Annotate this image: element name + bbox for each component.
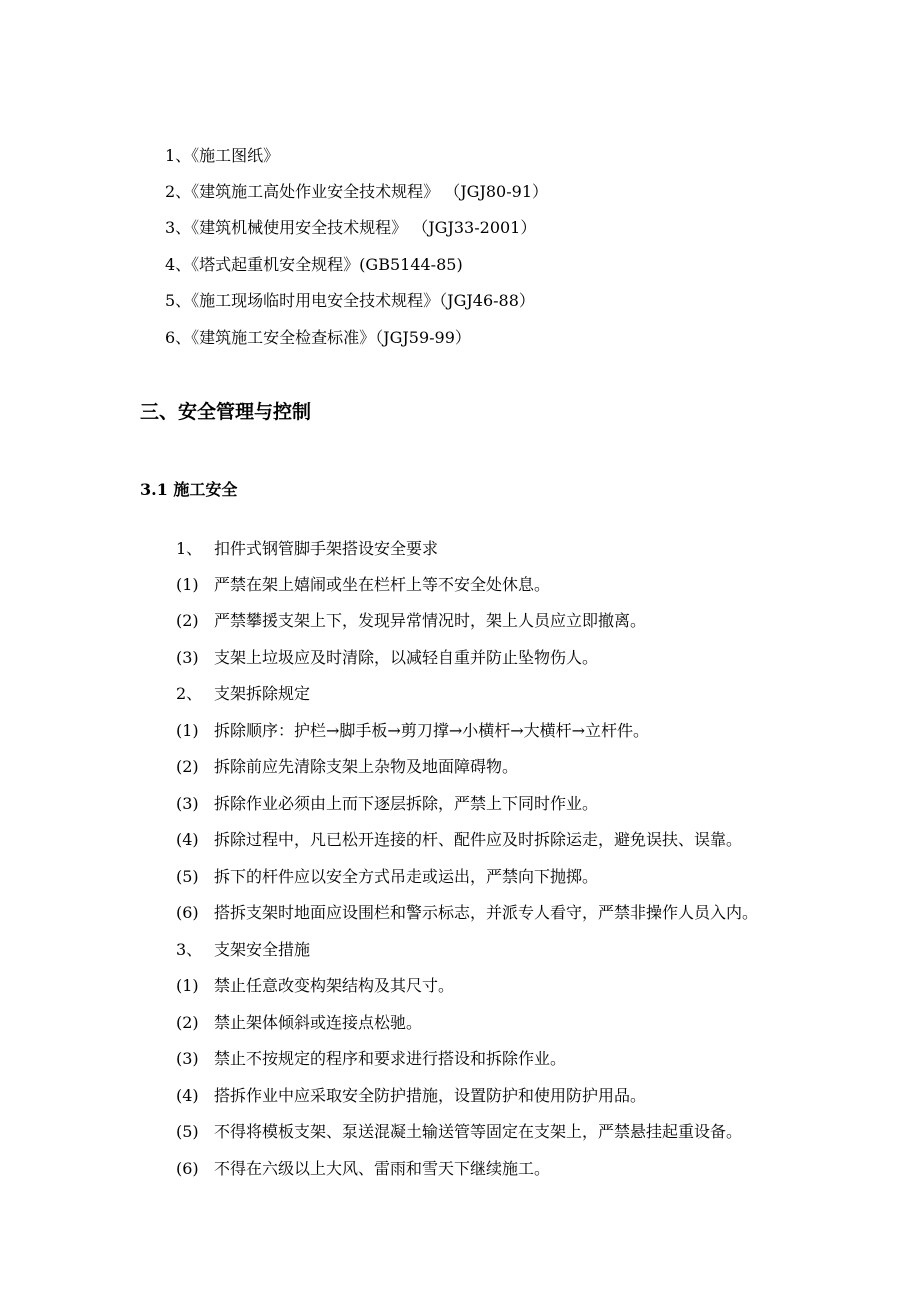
list-item xyxy=(176,1086,646,1106)
item-number: (2) xyxy=(176,757,199,776)
group-heading xyxy=(176,539,438,559)
item-text: 拆除过程中，凡已松开连接的杆、配件应及时拆除运走，避免误扶、误靠。 xyxy=(214,830,743,849)
item-text: 禁止任意改变构架结构及其尺寸。 xyxy=(214,976,455,995)
group-title: 支架拆除规定 xyxy=(214,684,311,703)
item-text: 搭拆作业中应采取安全防护措施，设置防护和使用防护用品。 xyxy=(214,1086,647,1105)
list-item xyxy=(176,721,649,741)
item-text: 拆除顺序：护栏→脚手板→剪刀撑→小横杆→大横杆→立杆件。 xyxy=(214,721,650,740)
item-text: 拆除前应先清除支架上杂物及地面障碍物。 xyxy=(214,757,519,776)
reference-item: 4、《塔式起重机安全规程》(GB5144-85) xyxy=(165,255,463,274)
item-number: (6) xyxy=(176,1159,199,1178)
item-number: (2) xyxy=(176,1013,199,1032)
list-item xyxy=(176,1122,742,1142)
subsection-title: 3.1 施工安全 xyxy=(140,480,238,499)
group-number: 1、 xyxy=(176,539,203,558)
list-item xyxy=(176,757,518,777)
group-number: 3、 xyxy=(176,940,203,959)
reference-item: 6、《建筑施工安全检查标准》（JGJ59-99） xyxy=(165,328,471,347)
item-text: 禁止不按规定的程序和要求进行搭设和拆除作业。 xyxy=(214,1049,567,1068)
item-text: 严禁在架上嬉闹或坐在栏杆上等不安全处休息。 xyxy=(214,575,551,594)
item-text: 严禁攀援支架上下，发现异常情况时，架上人员应立即撤离。 xyxy=(214,611,647,630)
item-number: (3) xyxy=(176,1049,199,1068)
reference-item: 3、《建筑机械使用安全技术规程》 （JGJ33-2001） xyxy=(165,218,537,237)
reference-item: 1、《施工图纸》 xyxy=(165,146,280,165)
item-number: (1) xyxy=(176,721,199,740)
item-text: 禁止架体倾斜或连接点松驰。 xyxy=(214,1013,423,1032)
item-number: (1) xyxy=(176,976,199,995)
item-text: 不得将模板支架、泵送混凝土输送管等固定在支架上，严禁悬挂起重设备。 xyxy=(214,1122,743,1141)
item-number: (5) xyxy=(176,867,199,886)
item-number: (3) xyxy=(176,648,199,667)
list-item xyxy=(176,830,742,850)
list-item xyxy=(176,867,598,887)
section-title: 三、安全管理与控制 xyxy=(140,401,312,423)
list-item xyxy=(176,1049,566,1069)
list-item xyxy=(176,976,454,996)
item-text: 拆除作业必须由上而下逐层拆除，严禁上下同时作业。 xyxy=(214,794,599,813)
item-text: 搭拆支架时地面应设围栏和警示标志，并派专人看守，严禁非操作人员入内。 xyxy=(214,903,759,922)
list-item xyxy=(176,611,646,631)
item-number: (3) xyxy=(176,794,199,813)
item-number: (5) xyxy=(176,1122,199,1141)
group-heading xyxy=(176,940,310,960)
item-number: (1) xyxy=(176,575,199,594)
list-item xyxy=(176,575,550,595)
list-item xyxy=(176,903,758,923)
group-title: 支架安全措施 xyxy=(214,940,311,959)
group-title: 扣件式钢管脚手架搭设安全要求 xyxy=(214,539,439,558)
item-number: (4) xyxy=(176,1086,199,1105)
item-text: 支架上垃圾应及时清除，以减轻自重并防止坠物伤人。 xyxy=(214,648,599,667)
list-item xyxy=(176,794,598,814)
group-number: 2、 xyxy=(176,684,203,703)
item-text: 拆下的杆件应以安全方式吊走或运出，严禁向下抛掷。 xyxy=(214,867,599,886)
list-item xyxy=(176,1013,422,1033)
item-text: 不得在六级以上大风、雷雨和雪天下继续施工。 xyxy=(214,1159,551,1178)
item-number: (4) xyxy=(176,830,199,849)
reference-item: 2、《建筑施工高处作业安全技术规程》 （JGJ80-91） xyxy=(165,182,549,201)
item-number: (2) xyxy=(176,611,199,630)
list-item xyxy=(176,648,598,668)
item-number: (6) xyxy=(176,903,199,922)
list-item xyxy=(176,1159,550,1179)
reference-item: 5、《施工现场临时用电安全技术规程》（JGJ46-88） xyxy=(165,291,535,310)
group-heading xyxy=(176,684,310,704)
